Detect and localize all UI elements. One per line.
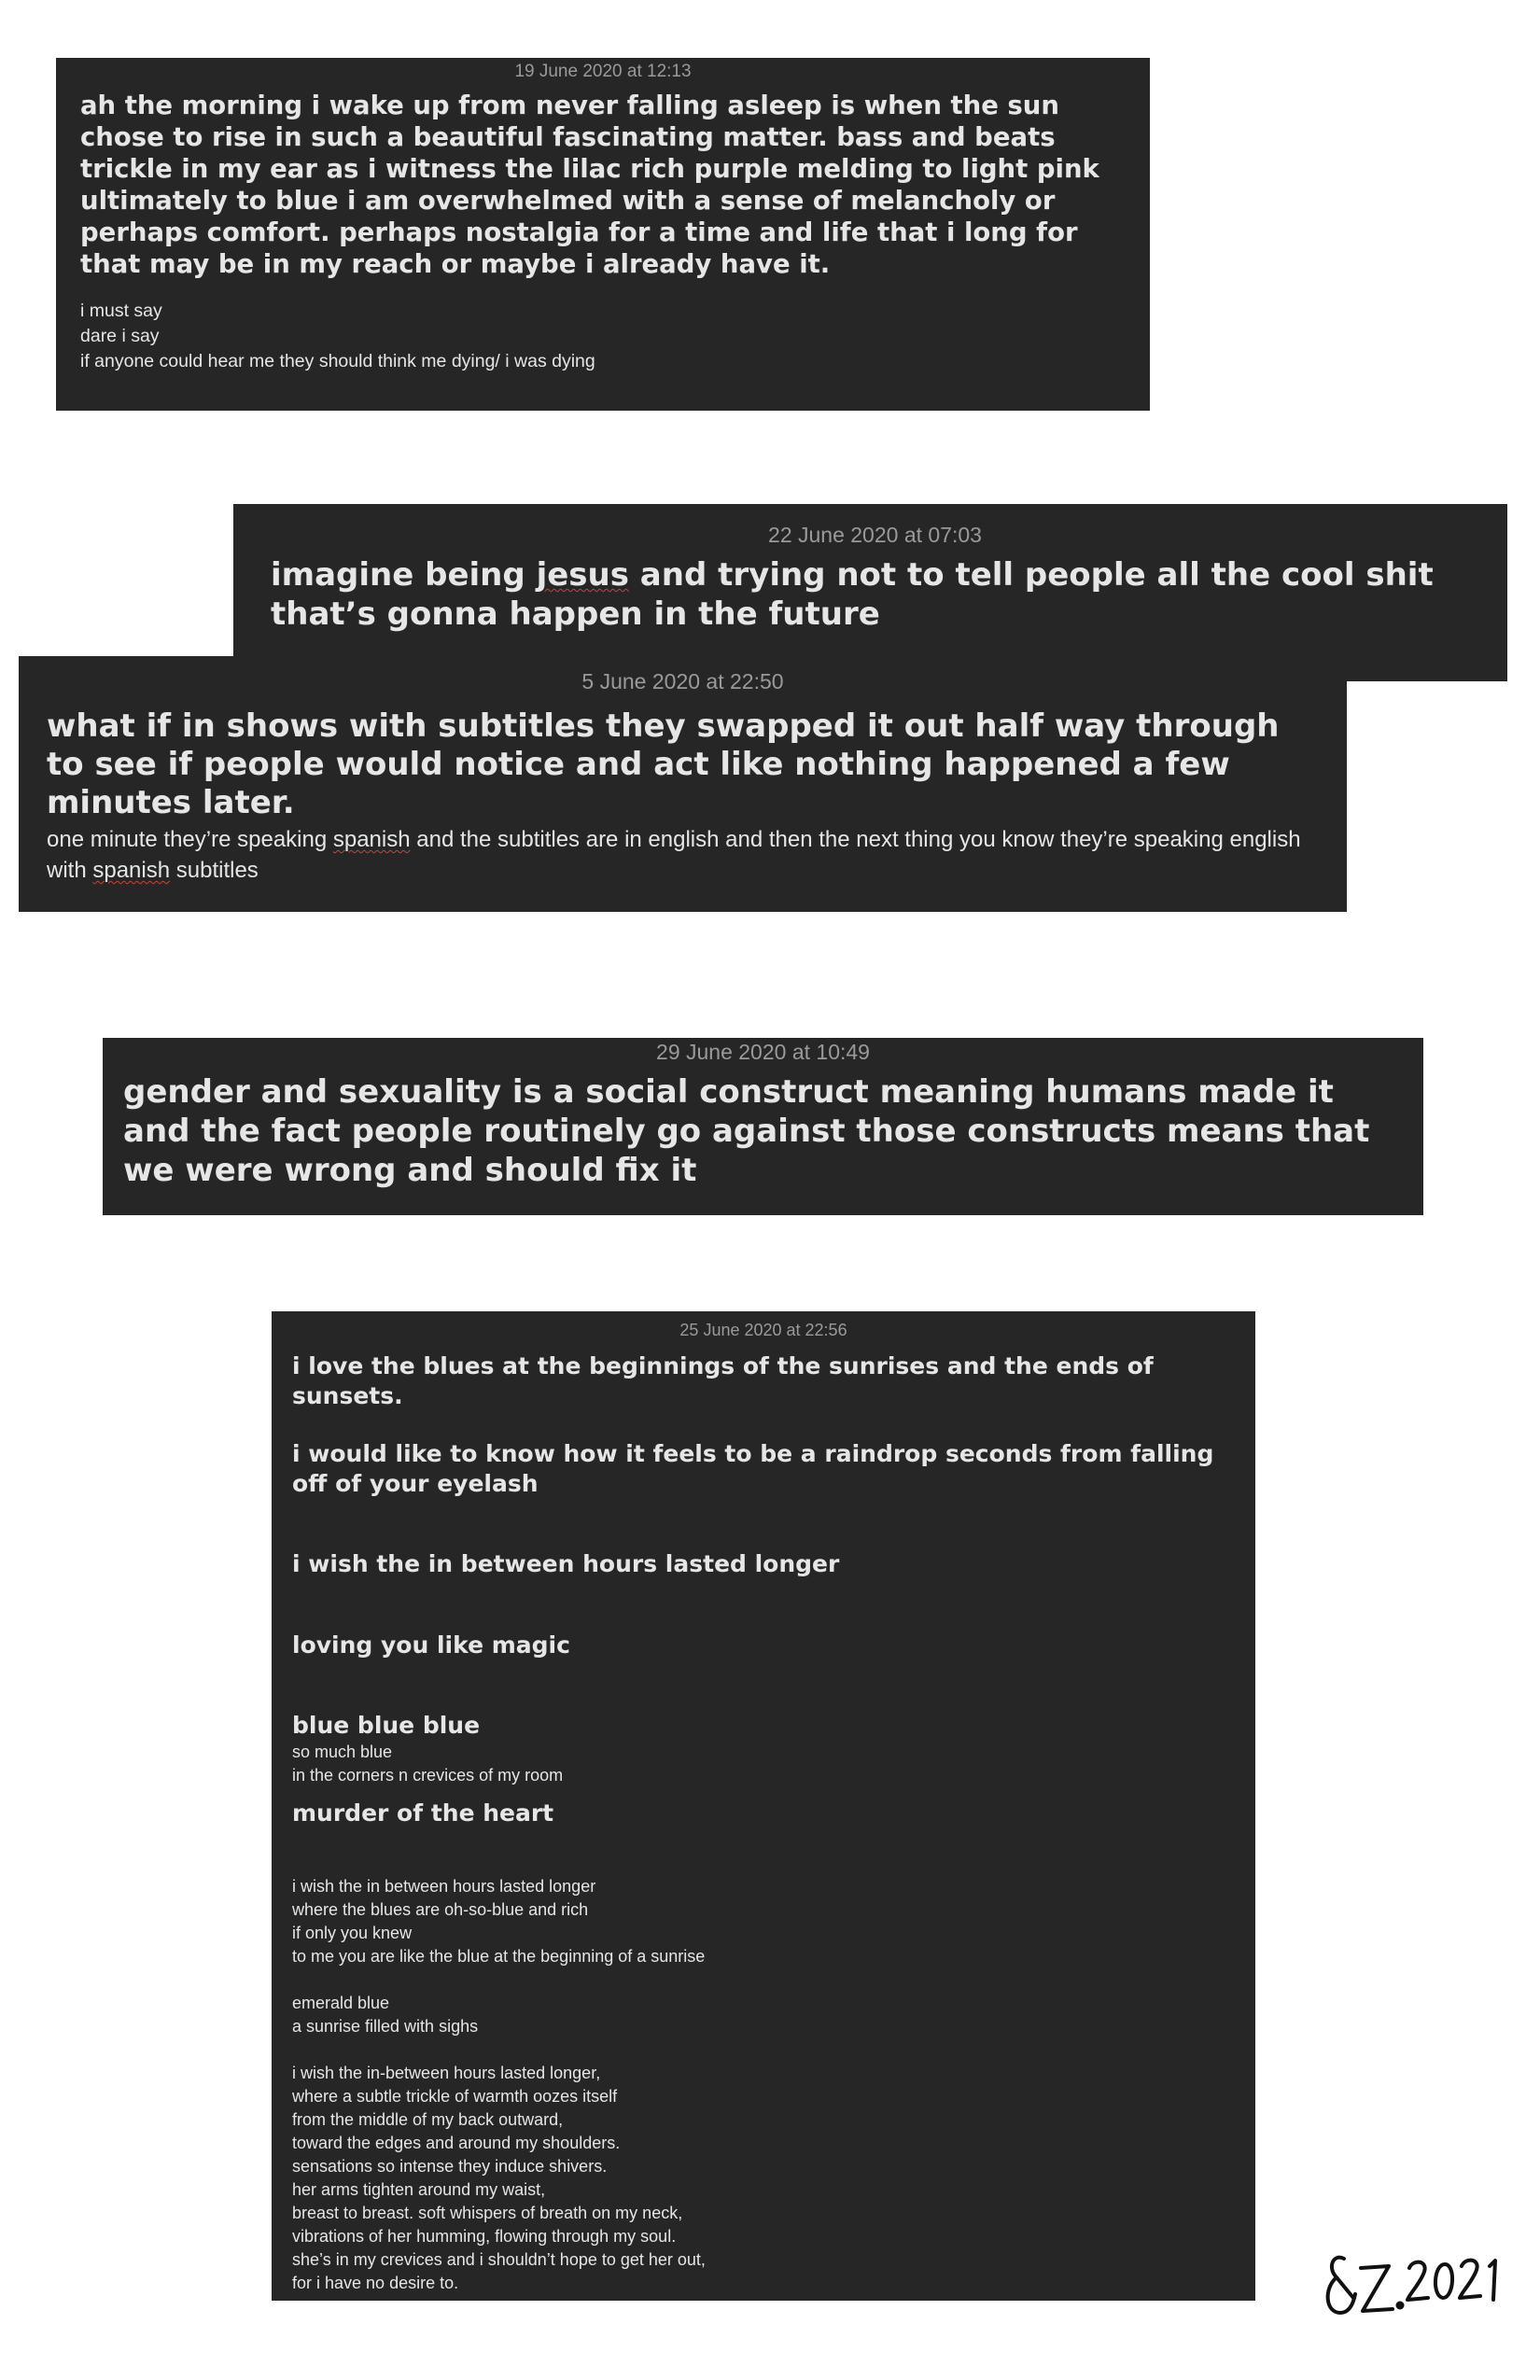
note-line: breast to breast. soft whispers of breath on my neck, — [292, 2204, 683, 2222]
note-line: a sunrise filled with sighs — [292, 2017, 479, 2036]
note-card-5 — [272, 1311, 1255, 2301]
note-date: 5 June 2020 at 22:50 — [581, 669, 784, 693]
note-stanza — [292, 2062, 1235, 2295]
note-heading: i love the blues at the beginnings of the sunrises and the ends of sunsets. — [292, 1352, 1154, 1409]
note-line: she’s in my crevices and i shouldn’t hope to get her out, — [292, 2250, 706, 2269]
note-date: 25 June 2020 at 22:56 — [679, 1321, 847, 1339]
note-line: i wish the in between hours lasted longer — [292, 1877, 596, 1896]
note-lines — [292, 1741, 1235, 1787]
note-heading: blue blue blue — [292, 1712, 481, 1739]
note-body: what if in shows with subtitles they swapped it out half way through to see if people would notice and act like nothing happened a few minutes later. — [47, 707, 1280, 821]
note-line: so much blue — [292, 1743, 393, 1761]
note-card-3 — [19, 656, 1347, 912]
note-line: sensations so intense they induce shivers. — [292, 2157, 608, 2176]
note-line: toward the edges and around my shoulders. — [292, 2134, 621, 2152]
note-lines — [80, 299, 1126, 374]
note-heading: i would like to know how it feels to be a raindrop seconds from falling off of your eyelash — [292, 1440, 1214, 1497]
note-line: emerald blue — [292, 1994, 390, 2012]
note-line: if anyone could hear me they should think me dying/ i was dying — [80, 351, 595, 371]
note-card-1 — [56, 58, 1150, 411]
note-line: dare i say — [80, 326, 160, 346]
note-date: 22 June 2020 at 07:03 — [768, 523, 982, 547]
note-body: gender and sexuality is a social construct meaning humans made it and the fact people routinely go against those constructs means that we were wrong and should fix it — [123, 1073, 1370, 1189]
note-heading: i wish the in between hours lasted longer — [292, 1550, 840, 1577]
note-body: ah the morning i wake up from never falling asleep is when the sun chose to rise in such a beautiful fascinating matter. bass and beats trickle in my ear as i witness the lilac rich purple melding to light pink ultimately to blue i am overwhelmed with a sense of melancholy or perhaps comfort. perhaps nostalgia for a time and life that i long for that may be in my reach or maybe i already have it. — [80, 91, 1099, 279]
note-body-text: and trying not to tell people all the cool shit that’s gonna happen in the future — [271, 556, 1434, 633]
note-stanza — [292, 1992, 1235, 2038]
note-line: vibrations of her humming, flowing through my soul. — [292, 2227, 677, 2246]
note-subtext — [47, 824, 1319, 886]
misspelled-word: spanish — [332, 827, 411, 852]
note-line: her arms tighten around my waist, — [292, 2180, 546, 2199]
note-heading: murder of the heart — [292, 1799, 554, 1827]
note-line: if only you knew — [292, 1924, 413, 1942]
note-line: where a subtle trickle of warmth oozes itself — [292, 2087, 618, 2106]
note-stanza — [292, 1875, 1235, 1968]
note-line: from the middle of my back outward, — [292, 2110, 564, 2129]
note-line: i must say — [80, 301, 162, 321]
misspelled-word: spanish — [92, 858, 171, 883]
note-card-2 — [233, 504, 1507, 681]
note-subtext-part: one minute they’re speaking — [47, 827, 333, 852]
note-subtext-part: and the subtitles are in english and then the next thing you know they’re speaking english with — [47, 827, 1301, 883]
note-subtext-part: subtitles — [170, 858, 259, 883]
note-date: 19 June 2020 at 12:13 — [514, 62, 692, 81]
misspelled-word: jesus — [536, 556, 629, 594]
note-line: for i have no desire to. — [292, 2274, 459, 2292]
note-card-4 — [103, 1038, 1423, 1215]
note-body-text: imagine being — [271, 556, 537, 594]
handwritten-signature — [1316, 2240, 1503, 2333]
note-line: to me you are like the blue at the beginning of a sunrise — [292, 1947, 706, 1966]
note-body — [271, 555, 1479, 634]
note-heading: loving you like magic — [292, 1631, 570, 1659]
note-line: in the corners n crevices of my room — [292, 1766, 564, 1785]
note-date: 29 June 2020 at 10:49 — [656, 1040, 870, 1064]
note-line: where the blues are oh-so-blue and rich — [292, 1900, 589, 1919]
note-line: i wish the in-between hours lasted longer, — [292, 2064, 601, 2082]
